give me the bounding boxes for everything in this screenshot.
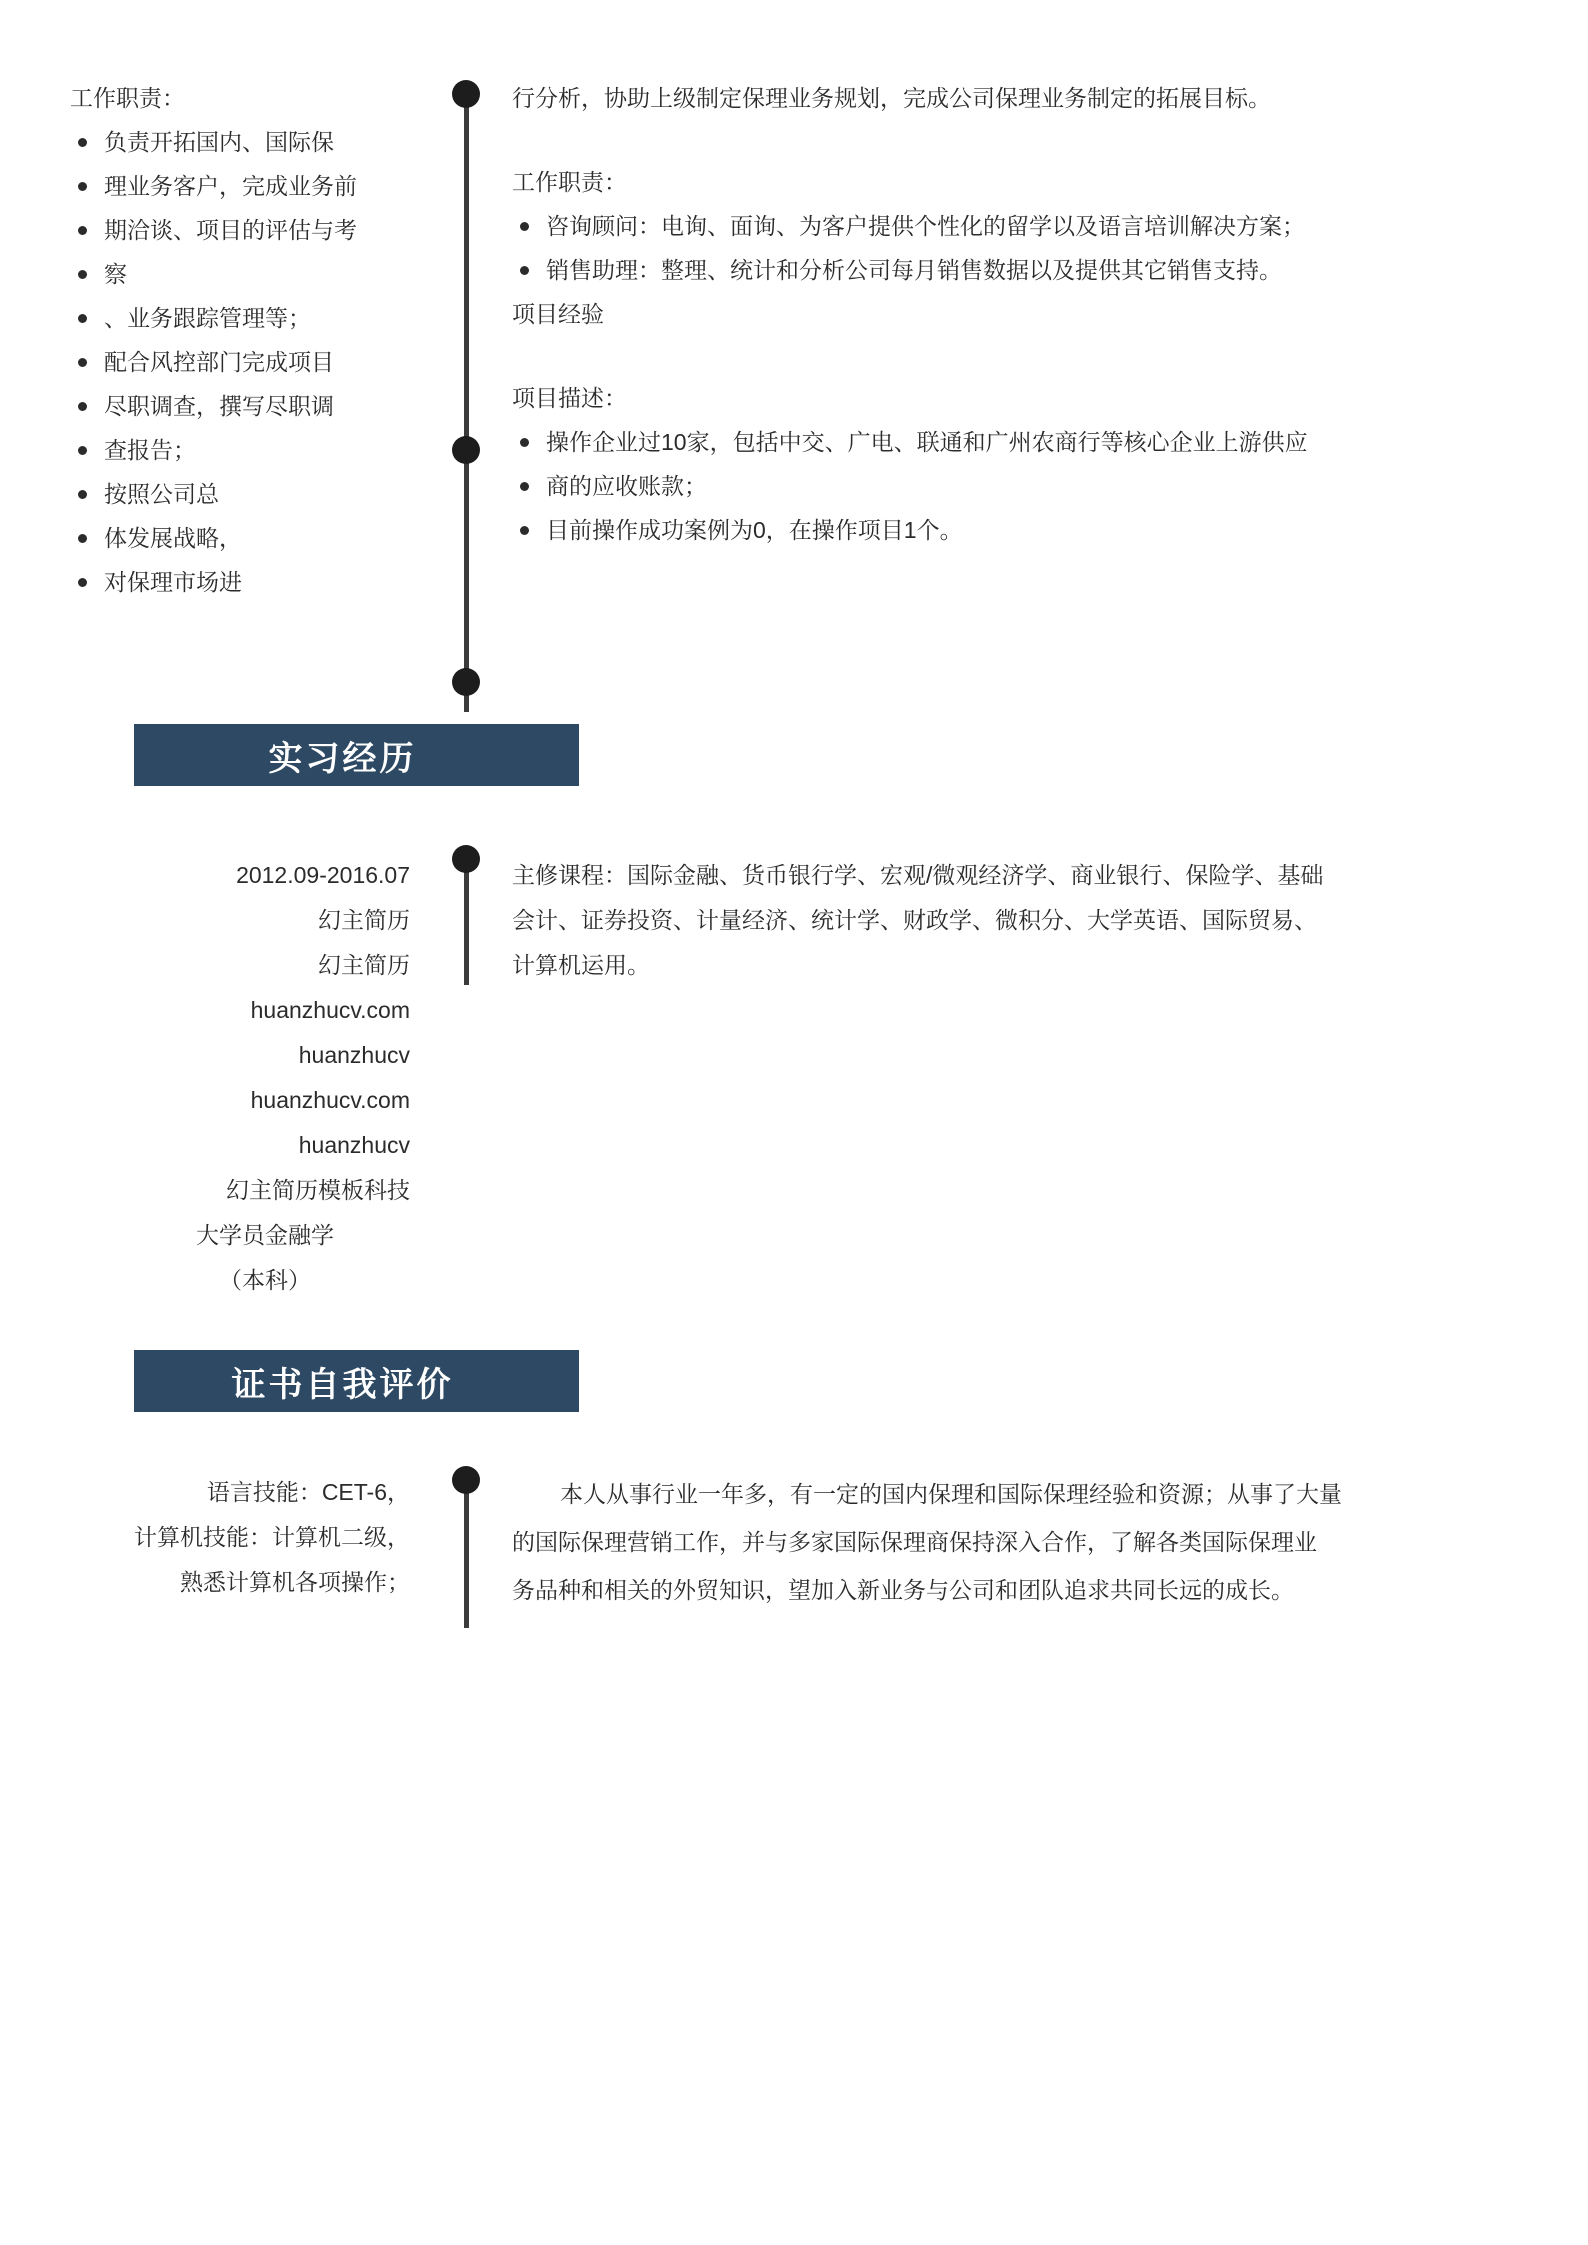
section-title: 实习经历: [268, 739, 417, 778]
skill-line: 熟悉计算机各项操作；: [180, 1569, 410, 1595]
list-item: [512, 248, 1442, 292]
spacer: [512, 120, 1442, 160]
bullet-line: 察: [104, 261, 127, 287]
education-line: huanzhucv.com: [250, 997, 410, 1023]
timeline-dot-3: [452, 668, 480, 696]
skill-line: 计算机技能：计算机二级，: [134, 1524, 410, 1550]
timeline-dot-4: [452, 845, 480, 873]
lead-paragraph: 行分析，协助上级制定保理业务规划，完成公司保理业务制定的拓展目标。: [512, 85, 1271, 111]
list-item: [512, 420, 1442, 464]
right-experience-block: [512, 76, 1442, 552]
timeline-rail-bottom: [464, 1478, 469, 1628]
list-item: [70, 340, 410, 384]
list-item: [512, 508, 1442, 552]
self-evaluation-line: 务品种和相关的外贸知识，望加入新业务与公司和团队追求共同长远的成长。: [512, 1577, 1294, 1603]
bullet-line: 理业务客户，完成业务前: [104, 173, 357, 199]
course-line: 主修课程：国际金融、货币银行学、宏观/微观经济学、商业银行、保险学、基础: [512, 862, 1324, 888]
timeline-dot-5: [452, 1466, 480, 1494]
timeline-dot-2: [452, 436, 480, 464]
course-line: 计算机运用。: [512, 952, 650, 978]
education-line: 幻主简历: [318, 907, 410, 933]
bullet-line: 期洽谈、项目的评估与考: [104, 217, 357, 243]
right-duty-list: [512, 204, 1442, 292]
education-line: huanzhucv: [298, 1042, 410, 1068]
project-experience-heading: 项目经验: [512, 301, 604, 327]
courses-block: [512, 853, 1442, 988]
self-evaluation-block: [512, 1470, 1442, 1614]
bullet-line: 对保理市场进: [104, 569, 242, 595]
list-item: [70, 120, 410, 164]
course-line: 会计、证券投资、计量经济、统计学、财政学、微积分、大学英语、国际贸易、: [512, 907, 1317, 933]
bullet-continuation: [70, 252, 410, 296]
bullet-line: 、业务跟踪管理等；: [104, 305, 311, 331]
left-work-duty-block: [70, 76, 410, 604]
section-title: 证书自我评价: [231, 1365, 454, 1404]
left-work-duty-heading: 工作职责：: [70, 85, 185, 111]
bullet-continuation: [70, 296, 410, 340]
bullet-line: 商的应收账款；: [546, 473, 707, 499]
timeline-rail-middle: [464, 855, 469, 985]
self-evaluation-line: 本人从事行业一年多，有一定的国内保理和国际保理经验和资源；从事了大量: [560, 1481, 1342, 1507]
skills-block: [70, 1470, 410, 1605]
bullet-line: 销售助理：整理、统计和分析公司每月销售数据以及提供其它销售支持。: [546, 257, 1282, 283]
bullet-line: 操作企业过10家，包括中交、广电、联通和广州农商行等核心企业上游供应: [546, 429, 1308, 455]
project-description-heading: 项目描述：: [512, 385, 627, 411]
timeline-dot-1: [452, 80, 480, 108]
section-header-internship: [134, 724, 579, 786]
education-line: 幻主简历: [318, 952, 410, 978]
right-work-duty-heading: 工作职责：: [512, 169, 627, 195]
bullet-line: 配合风控部门完成项目: [104, 349, 334, 375]
bullet-line: 目前操作成功案例为0，在操作项目1个。: [546, 517, 963, 543]
education-line: huanzhucv: [298, 1132, 410, 1158]
self-evaluation-line: 的国际保理营销工作，并与多家国际保理商保持深入合作，了解各类国际保理业: [512, 1529, 1317, 1555]
bullet-line: 按照公司总: [104, 481, 219, 507]
project-bullet-list: [512, 420, 1442, 552]
education-line: 幻主简历模板科技: [226, 1177, 410, 1203]
bullet-continuation: [70, 384, 410, 428]
list-item: [512, 204, 1442, 248]
spacer: [512, 336, 1442, 376]
education-block: [120, 853, 410, 1303]
bullet-continuation: [512, 464, 1442, 508]
bullet-continuation: [70, 560, 410, 604]
list-item: [70, 472, 410, 516]
education-line: huanzhucv.com: [250, 1087, 410, 1113]
bullet-continuation: [70, 428, 410, 472]
bullet-line: 尽职调查，撰写尽职调: [104, 393, 334, 419]
bullet-continuation: [70, 516, 410, 560]
bullet-line: 查报告；: [104, 437, 196, 463]
timeline-rail-top: [464, 92, 469, 712]
section-header-certificate: [134, 1350, 579, 1412]
education-date-range: 2012.09-2016.07: [236, 862, 410, 888]
education-major: 大学员金融学: [196, 1222, 334, 1248]
left-duty-list: [70, 120, 410, 604]
bullet-continuation: [70, 164, 410, 208]
skill-line: 语言技能：CET-6，: [206, 1479, 410, 1505]
education-degree: （本科）: [219, 1267, 311, 1293]
bullet-line: 负责开拓国内、国际保: [104, 129, 334, 155]
bullet-continuation: [70, 208, 410, 252]
bullet-line: 咨询顾问：电询、面询、为客户提供个性化的留学以及语言培训解决方案；: [546, 213, 1305, 239]
bullet-line: 体发展战略，: [104, 525, 242, 551]
